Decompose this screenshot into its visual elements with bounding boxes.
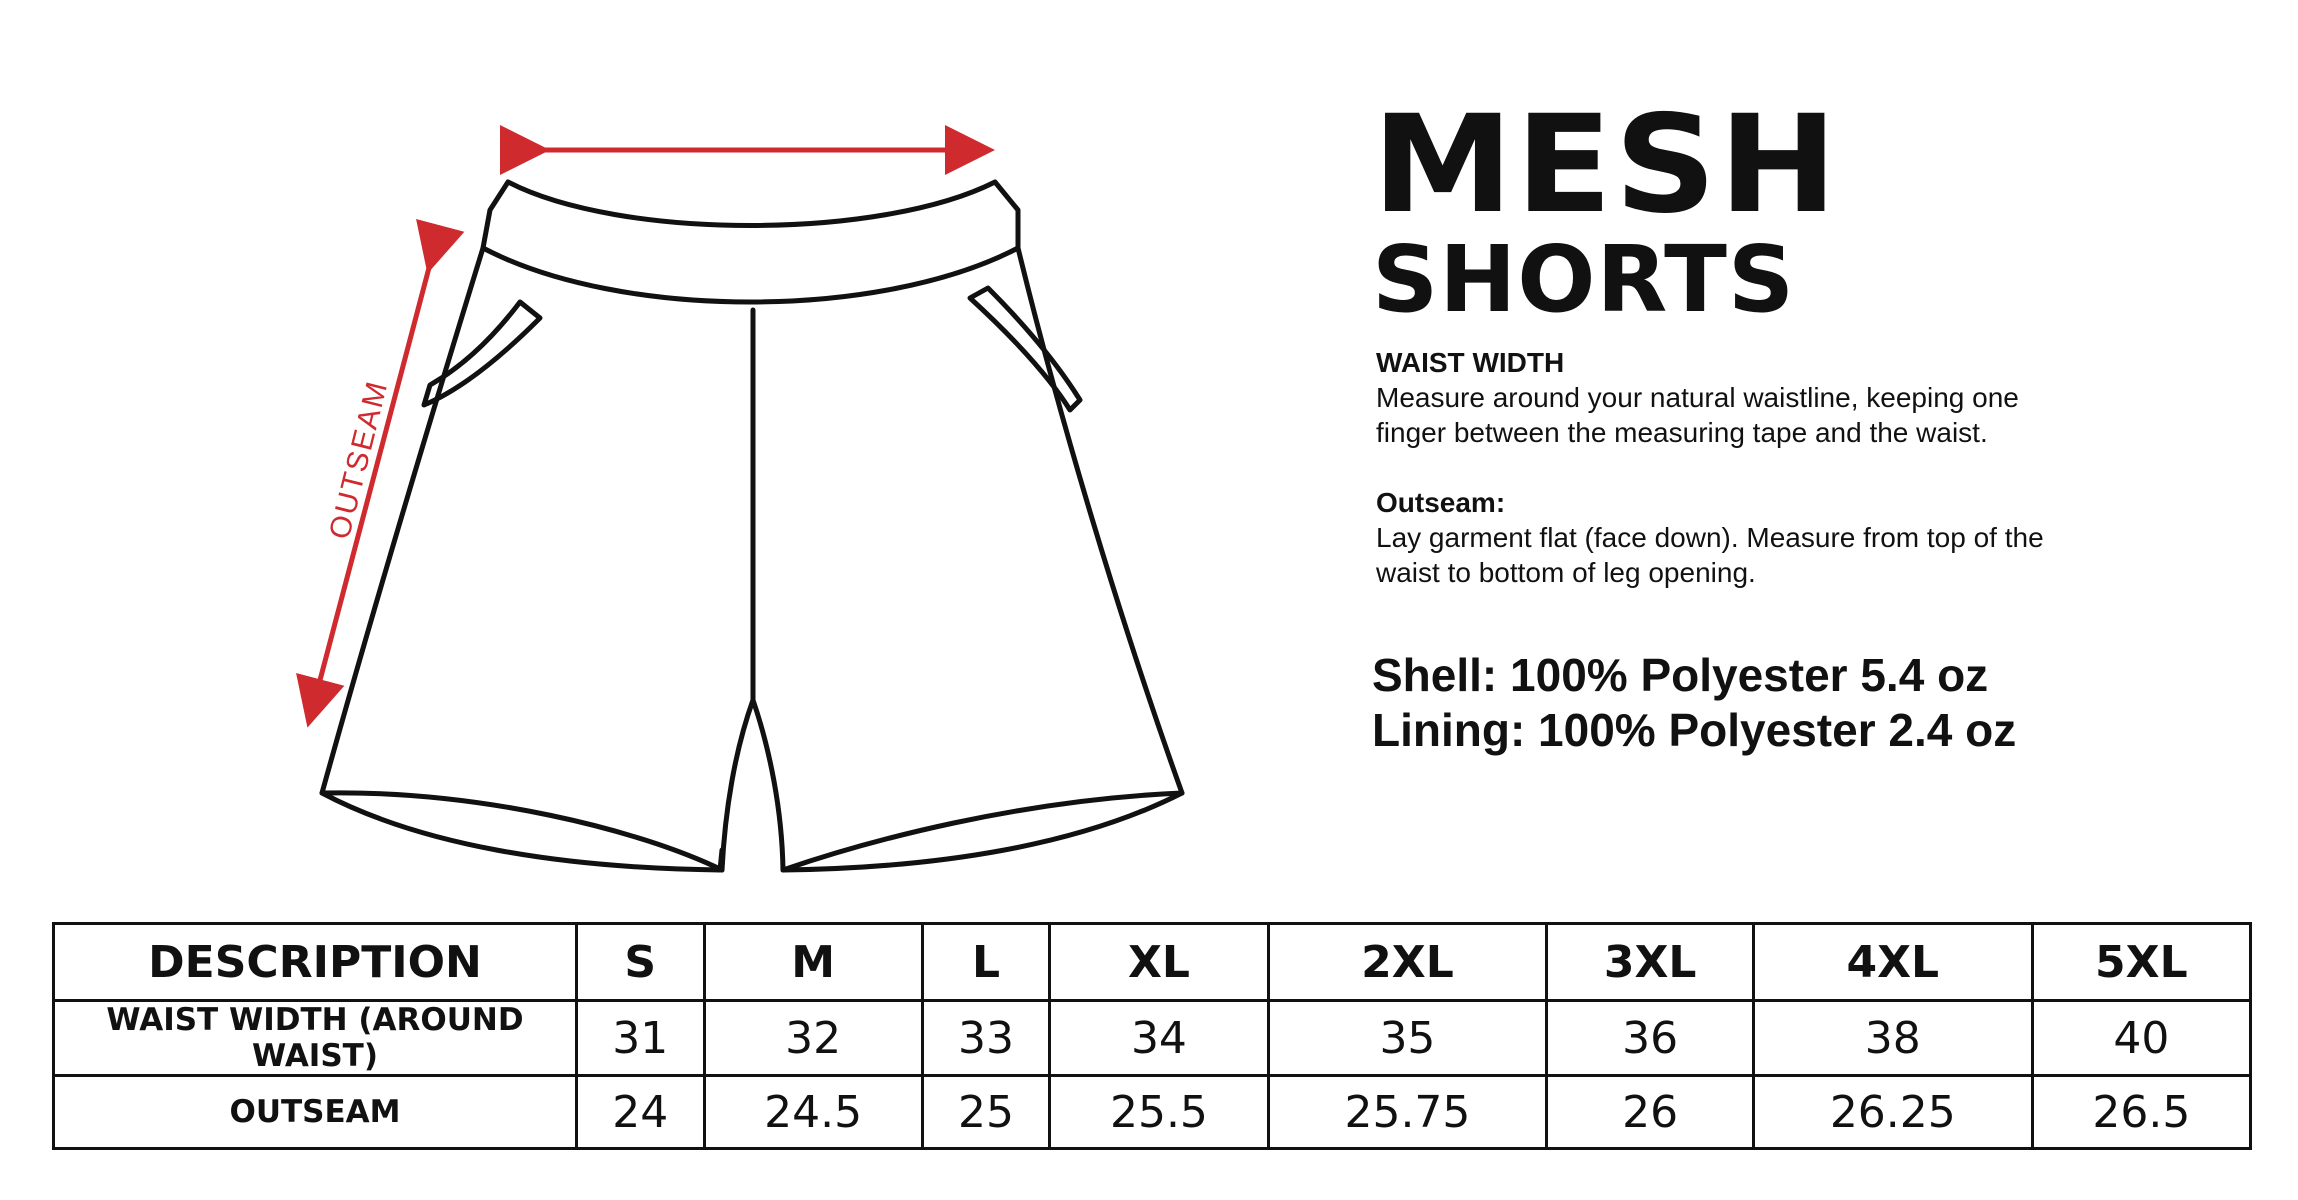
row-label-waist-width: WAIST WIDTH (AROUND WAIST) bbox=[54, 1001, 577, 1076]
table-cell: 34 bbox=[1050, 1001, 1268, 1076]
measurement-instructions bbox=[1376, 346, 2136, 590]
table-cell: 25.5 bbox=[1050, 1076, 1268, 1149]
waist-width-text-line-1: Measure around your natural waistline, keeping one bbox=[1376, 382, 2019, 413]
header-size-2xl: 2XL bbox=[1268, 924, 1547, 1001]
table-row-waist-width bbox=[54, 1001, 2251, 1076]
header-size-4xl: 4XL bbox=[1753, 924, 2032, 1001]
table-cell: 38 bbox=[1753, 1001, 2032, 1076]
header-size-m: M bbox=[704, 924, 922, 1001]
outseam-label: OUTSEAM bbox=[323, 376, 395, 543]
header-size-xl: XL bbox=[1050, 924, 1268, 1001]
header-size-3xl: 3XL bbox=[1547, 924, 1754, 1001]
table-row-outseam bbox=[54, 1076, 2251, 1149]
header-size-5xl: 5XL bbox=[2032, 924, 2250, 1001]
outseam-heading: Outseam: bbox=[1376, 487, 1506, 518]
waist-width-heading: WAIST WIDTH bbox=[1376, 347, 1565, 378]
outseam-arrow bbox=[310, 264, 430, 718]
row-label-outseam: OUTSEAM bbox=[54, 1076, 577, 1149]
product-title bbox=[1372, 86, 2132, 333]
table-cell: 25.75 bbox=[1268, 1076, 1547, 1149]
waist-width-text-line-2: finger between the measuring tape and the waist. bbox=[1376, 417, 1988, 448]
title-line-shorts: SHORTS bbox=[1372, 226, 1796, 333]
shorts-diagram bbox=[0, 0, 1300, 900]
table-cell: 24.5 bbox=[704, 1076, 922, 1149]
table-cell: 26.5 bbox=[2032, 1076, 2250, 1149]
outseam-text-line-1: Lay garment flat (face down). Measure from top of the bbox=[1376, 522, 2044, 553]
table-cell: 40 bbox=[2032, 1001, 2250, 1076]
table-cell: 26.25 bbox=[1753, 1076, 2032, 1149]
fabric-info bbox=[1372, 648, 2016, 758]
table-cell: 26 bbox=[1547, 1076, 1754, 1149]
table-cell: 24 bbox=[577, 1076, 705, 1149]
header-description: DESCRIPTION bbox=[54, 924, 577, 1001]
table-cell: 32 bbox=[704, 1001, 922, 1076]
table-cell: 36 bbox=[1547, 1001, 1754, 1076]
header-size-s: S bbox=[577, 924, 705, 1001]
lining-fabric: Lining: 100% Polyester 2.4 oz bbox=[1372, 704, 2017, 756]
header-size-l: L bbox=[922, 924, 1050, 1001]
shorts-outline bbox=[322, 182, 1182, 870]
table-header-row bbox=[54, 924, 2251, 1001]
table-cell: 25 bbox=[922, 1076, 1050, 1149]
outseam-text-line-2: waist to bottom of leg opening. bbox=[1376, 557, 1756, 588]
table-cell: 31 bbox=[577, 1001, 705, 1076]
table-cell: 33 bbox=[922, 1001, 1050, 1076]
size-chart-table bbox=[52, 922, 2252, 1150]
table-cell: 35 bbox=[1268, 1001, 1547, 1076]
shell-fabric: Shell: 100% Polyester 5.4 oz bbox=[1372, 649, 1989, 701]
title-line-mesh: MESH bbox=[1372, 86, 1840, 244]
